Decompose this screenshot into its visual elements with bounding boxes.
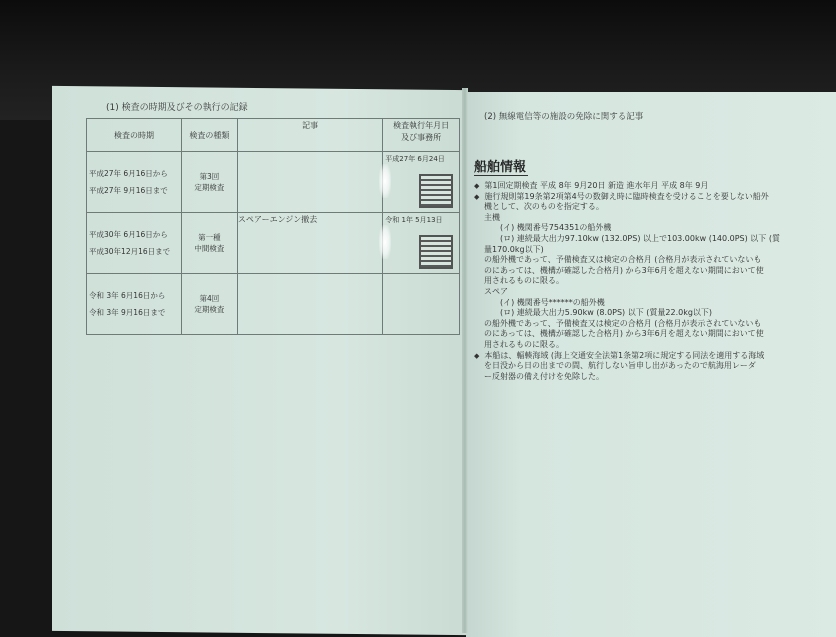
period-to: 令和 3年 9月16日まで [89,308,166,317]
exec-cell [383,213,460,274]
text-line: 用されるものに限る。 [484,276,564,286]
bullet-line: ◆ 本船は、輻輳海域 (海上交通安全法第1条第2項に規定する同法を適用する海域 [474,351,834,362]
type-line-2: 定期検査 [194,183,225,192]
type-line-1: 第4回 [199,294,220,303]
type-line-1: 第3回 [199,172,220,181]
inspection-record-title: (1) 検査の時期及びその執行の記録 [106,103,248,113]
period-to: 平成30年12月16日まで [89,247,171,256]
type-cell [181,213,237,274]
redaction-blur [379,225,391,259]
table-header-row [87,119,460,152]
memo-text: スペアーエンジン撤去 [237,215,318,224]
bullet-line: ◆ 施行規則第19条第2項第4号の数御え時に臨時検査を受けることを要しない船外 [474,192,834,203]
table-row [87,213,460,274]
text-line: を日没から日の出までの間、航行しない旨申し出があったので航海用レーダ [484,361,756,371]
text-line: (ロ) 連続最大出力97.10kw (132.0PS) 以上で103.00kw (140.0PS) 以下 (質 [500,233,780,243]
header-memo: 記事 [237,119,382,152]
text-line: スペア [484,286,508,296]
period-from: 令和 3年 6月16日から [89,291,166,300]
memo-cell [237,274,382,335]
text-line: の船外機であって、予備検査又は検定の合格月 (合格月が表示されていないも [484,255,762,265]
text-line: のにあっては、機構が確認した合格月) から3年6月を超えない期間において使 [484,329,764,339]
redaction-blur [379,164,391,198]
exec-cell [383,274,460,335]
office-stamp [419,174,453,208]
book-spine [462,88,468,633]
header-type: 検査の種類 [181,119,237,152]
text-line: (イ) 機関番号754351の船外機 [500,223,612,233]
inspection-record-table [86,118,460,335]
text-line: ー反射器の備え付けを免除した。 [484,371,604,381]
exec-date: 平成27年 6月24日 [385,155,445,163]
period-cell [87,274,182,335]
text-line: の船外機であって、予備検査又は検定の合格月 (合格月が表示されていないも [484,318,762,328]
table-row [87,274,460,335]
header-exec: 検査執行年月日 及び事務所 [383,119,460,152]
period-to: 平成27年 9月16日まで [89,186,168,195]
period-from: 平成27年 6月16日から [89,169,168,178]
bullet-line: ◆ 第1回定期検査 平成 8年 9月20日 新造 進水年月 平成 8年 9月 [474,181,834,192]
text-line: のにあっては、機構が確認した合格月) から3年6月を超えない期間において使 [484,265,764,275]
ship-info-heading: 船舶情報 [474,156,528,176]
memo-cell [237,152,382,213]
text-line: 用されるものに限る。 [484,339,564,349]
type-line-1: 第一種 [198,233,221,242]
ship-info-body [474,181,834,382]
type-line-2: 中間検査 [194,244,225,253]
period-cell [87,152,182,213]
period-from: 平成30年 6月16日から [89,230,168,239]
text-line: 量170.0kg以下) [484,244,544,254]
header-period: 検査の時期 [87,119,182,152]
type-cell [181,274,237,335]
exec-cell [383,152,460,213]
text-line: 機として、次のものを指定する。 [484,202,604,212]
text-line: (イ) 機関番号******の船外機 [500,297,605,307]
type-line-2: 定期検査 [194,305,225,314]
type-cell [181,152,237,213]
memo-cell [237,213,382,274]
table-row [87,152,460,213]
text-line: (ロ) 連続最大出力5.90kw (8.0PS) 以下 (質量22.0kg以下) [500,308,713,318]
exec-date: 令和 1年 5月13日 [385,216,443,224]
office-stamp [419,235,453,269]
period-cell [87,213,182,274]
text-line: 主機 [484,212,500,222]
radio-exemption-title: (2) 無線電信等の施設の免除に関する記事 [484,112,644,122]
